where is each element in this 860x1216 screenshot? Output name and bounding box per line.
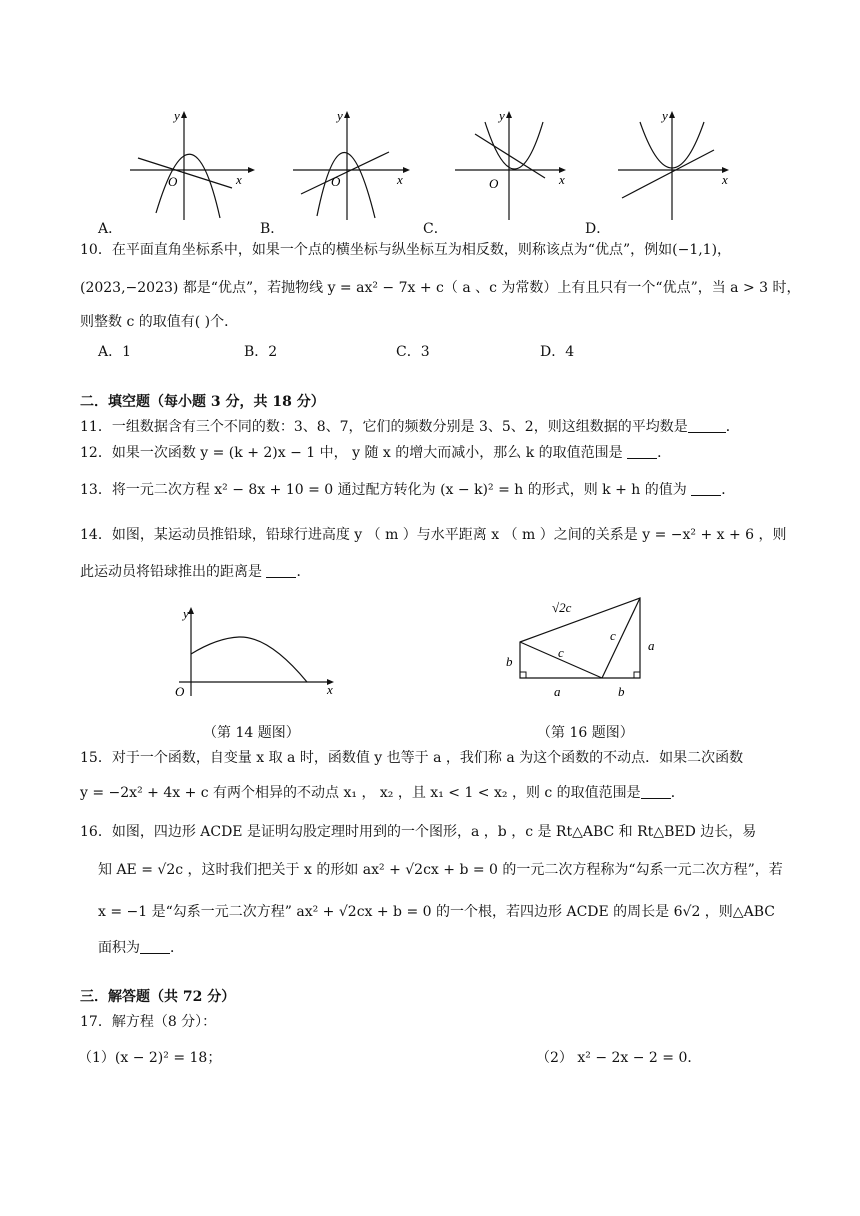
q16-line4: 面积为 [98,940,140,956]
fig16-b-bottom-label: b [618,684,625,699]
origin-label: O [331,174,341,189]
axis-y-label: y [499,108,505,123]
fig16-hypotenuse-label: √2c [552,600,572,615]
q17-title: 17．解方程（8 分）： [80,1014,217,1030]
q15-line1: 15．对于一个函数，自变量 x 取 a 时，函数值 y 也等于 a ，我们称 a 为这个函数的不动点．如果二次函数 [80,750,744,766]
q11-end: ． [725,419,740,435]
fig16-c-inner-label: c [558,645,564,660]
q13 [80,480,735,500]
q17-part1: （1）(x − 2)² = 18； [78,1050,222,1066]
axis-y-label: y [174,108,180,123]
q9-graph-a [120,108,260,223]
section2-title: 二．填空题（每小题 3 分，共 18 分） [80,394,325,410]
q14-line2: 此运动员将铅球推出的距离是 [80,564,262,580]
q15-line2-wrap [80,783,685,803]
axis-x-label: x [559,172,565,187]
q9-graph-d [608,108,748,223]
q9-graph-b [283,108,423,223]
origin-label: O [168,174,178,189]
q9-option-d: D． [585,221,611,237]
q9-option-a: A． [98,221,123,237]
q14-end: ． [296,564,311,580]
section3-title: 三．解答题（共 72 分） [80,989,236,1005]
axis-x-label: x [397,172,403,187]
q14-line1: 14．如图，某运动员推铅球，铅球行进高度 y （ m ）与水平距离 x （ m ）之间的关系是 y = −x² + x + 6 ，则 [80,527,787,543]
q12 [80,443,671,463]
fig14-caption: （第 14 题图） [203,725,300,741]
q10-option-d: D．4 [540,344,575,360]
q9-option-c: C． [423,221,448,237]
q9-graph-c [445,108,585,223]
figure-16 [500,590,670,705]
origin-label: O [489,176,499,191]
q17-part2: （2） x² − 2x − 2 = 0． [536,1050,702,1066]
q16-line4-wrap [98,938,184,958]
q9-option-b: B． [260,221,285,237]
q16-line1: 16．如图，四边形 ACDE 是证明勾股定理时用到的一个图形，a ，b ，c 是 Rt△ABC 和 Rt△BED 边长，易 [80,824,757,840]
fig14-origin: O [175,684,185,699]
axis-y-label: y [337,108,343,123]
fig16-caption: （第 16 题图） [537,725,634,741]
q16-line3: x = −1 是“勾系一元二次方程” ax² + √2cx + b = 0 的一个根，若四边形 ACDE 的周长是 6√2 ，则△ABC [98,904,775,920]
q11-text: 11．一组数据含有三个不同的数：3、8、7，它们的频数分别是 3、5、2，则这组数据的平均数是 [80,419,688,435]
fig14-y-label: y [183,606,189,621]
q12-text: 12．如果一次函数 y = (k + 2)x − 1 中， y 随 x 的增大而减小，那么 k 的取值范围是 [80,445,623,461]
q11 [80,417,740,437]
q12-end: ． [657,445,672,461]
q13-text: 13．将一元二次方程 x² − 8x + 10 = 0 通过配方转化为 (x − k)² = h 的形式，则 k + h 的值为 [80,482,687,498]
q10-option-c: C．3 [396,344,430,360]
q10-option-a: A．1 [98,344,132,360]
fig16-a-bottom-label: a [554,684,561,699]
fig14-x-label: x [327,682,333,697]
q15-blank [641,784,671,799]
q15-end: ． [670,785,685,801]
q12-blank [627,444,657,459]
q13-blank [691,481,721,496]
fig16-a-right-label: a [648,638,655,653]
fig16-c-right-label: c [610,628,616,643]
axis-x-label: x [722,172,728,187]
figure-14 [165,600,345,700]
q11-blank [688,418,726,433]
q10-option-b: B．2 [244,344,278,360]
q15-line2: y = −2x² + 4x + c 有两个相异的不动点 x₁ ， x₂ ，且 x₁ < 1 < x₂ ，则 c 的取值范围是 [80,785,641,801]
q14-blank [266,563,296,578]
q16-end: ． [170,940,184,956]
q10-line3: 则整数 c 的取值有( )个． [80,314,239,330]
q10-line2: (2023,−2023) 都是“优点”，若抛物线 y = ax² − 7x + c（ a 、c 为常数）上有且只有一个“优点”，当 a > 3 时， [80,280,801,296]
q13-end: ． [721,482,736,498]
axis-x-label: x [236,172,242,187]
fig16-b-left-label: b [506,654,513,669]
axis-y-label: y [662,108,668,123]
q16-line2: 知 AE = √2c ，这时我们把关于 x 的形如 ax² + √2cx + b = 0 的一元二次方程称为“勾系一元二次方程”，若 [98,862,783,878]
q14-line2-wrap [80,562,310,582]
q16-blank [140,939,170,954]
q10-line1: 10．在平面直角坐标系中，如果一个点的横坐标与纵坐标互为相反数，则称该点为“优点”，例如(−1,1)， [80,242,732,258]
